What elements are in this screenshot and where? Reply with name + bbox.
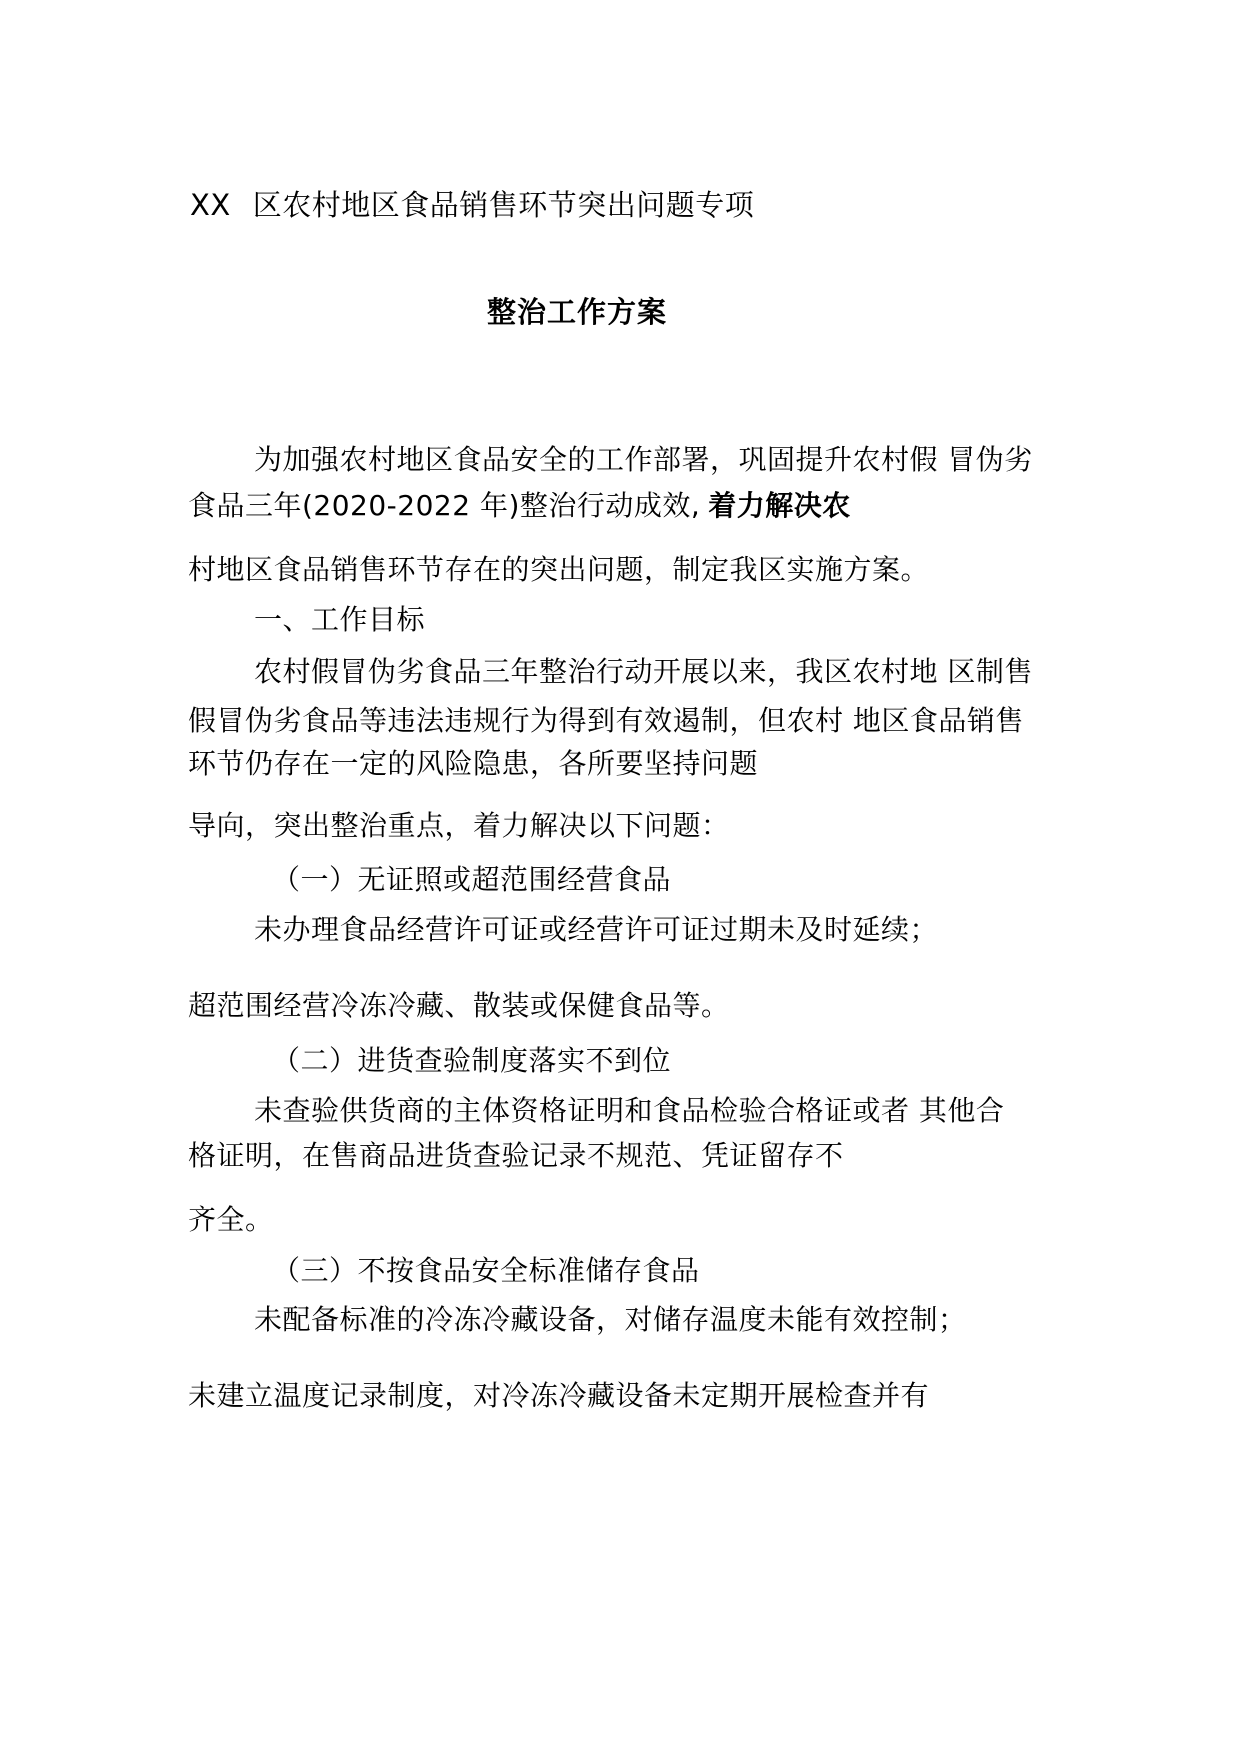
paragraph-line: 未配备标准的冷冻冷藏设备，对储存温度未能有效控制； xyxy=(254,1303,967,1336)
paragraph-line: 为加强农村地区食品安全的工作部署，巩固提升农村假 冒伪劣 xyxy=(254,443,1033,476)
subsection-heading: （二）进货查验制度落实不到位 xyxy=(272,1044,672,1077)
paragraph-line: 农村假冒伪劣食品三年整治行动开展以来，我区农村地 区制售 xyxy=(254,655,1033,688)
subsection-heading: （一）无证照或超范围经营食品 xyxy=(272,863,672,896)
paragraph-text-bold: 着力解决农 xyxy=(708,489,851,522)
section-heading: 一、工作目标 xyxy=(254,603,426,636)
paragraph-line: 齐全。 xyxy=(188,1203,274,1236)
paragraph-line: 未办理食品经营许可证或经营许可证过期未及时延续； xyxy=(254,913,939,946)
document-title-line-1 xyxy=(190,185,754,225)
paragraph-line: 环节仍存在一定的风险隐患，各所要坚持问题 xyxy=(188,747,759,780)
subsection-heading: （三）不按食品安全标准储存食品 xyxy=(272,1254,700,1287)
paragraph-line: 未查验供货商的主体资格证明和食品检验合格证或者 其他合 xyxy=(254,1094,1005,1127)
title-prefix: XX xyxy=(190,188,231,222)
paragraph-line xyxy=(188,488,851,524)
paragraph-line: 格证明，在售商品进货查验记录不规范、凭证留存不 xyxy=(188,1139,844,1172)
paragraph-text: 食品三年(2020-2022 年)整治行动成效, xyxy=(188,489,701,522)
paragraph-line: 未建立温度记录制度，对冷冻冷藏设备未定期开展检查并有 xyxy=(188,1379,930,1412)
title-text: 区农村地区食品销售环节突出问题专项 xyxy=(252,188,755,222)
document-title-line-2: 整治工作方案 xyxy=(487,295,668,329)
paragraph-line: 超范围经营冷冻冷藏、散装或保健食品等。 xyxy=(188,989,730,1022)
paragraph-line: 假冒伪劣食品等违法违规行为得到有效遏制，但农村 地区食品销售 xyxy=(188,704,1024,737)
paragraph-line: 导向，突出整治重点，着力解决以下问题： xyxy=(188,809,730,842)
paragraph-line: 村地区食品销售环节存在的突出问题，制定我区实施方案。 xyxy=(188,553,930,586)
